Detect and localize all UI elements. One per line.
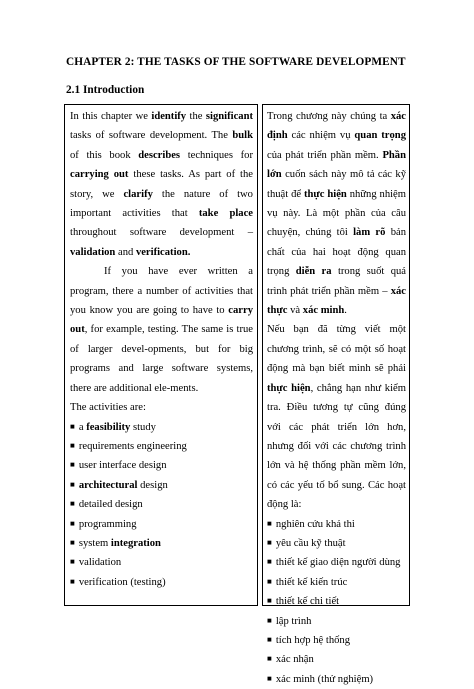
text-run: detailed design <box>78 499 143 511</box>
list-item-label: tích hợp hệ thống <box>275 634 350 646</box>
bold-term: verification. <box>135 246 191 258</box>
bold-term: diễn ra <box>295 266 332 278</box>
list-item-label <box>79 538 161 549</box>
text-run: In this chapter we <box>70 111 152 122</box>
english-column <box>64 104 258 606</box>
text-run: các nhiệm vụ <box>287 130 355 142</box>
text-run: bản chất của hai hoạt động quan trọng <box>267 227 406 278</box>
text-run: , for example, testing. The same is true of larger devel-opments, but for big programs and large software systems, there are additional ele-ments. <box>70 324 253 394</box>
bold-term: quan trọng <box>354 130 406 142</box>
list-item <box>267 553 406 572</box>
english-list-intro: The activities are: <box>70 402 146 414</box>
bold-term: take place <box>198 208 253 220</box>
text-run: a <box>78 421 87 433</box>
text-run: những nhiệm vụ này. Là một phần của câu chuyện, chúng tôi <box>267 188 406 239</box>
list-item <box>70 437 253 456</box>
text-run: and <box>115 246 136 258</box>
text-run: If you have ever written a program, there a number of activities that you know you are going to have to <box>70 266 253 317</box>
bullet-square-icon: ■ <box>267 557 272 567</box>
list-item-label <box>79 577 166 588</box>
list-item <box>267 534 406 553</box>
chapter-title: CHAPTER 2: THE TASKS OF THE SOFTWARE DEVELOPMENT <box>66 56 406 68</box>
text-run: của phát triển phần mềm. <box>267 149 383 161</box>
text-run: requirements engineering <box>78 440 187 452</box>
bold-term: thực hiện <box>303 188 347 200</box>
list-item-label: nghiên cứu khả thi <box>275 518 355 530</box>
list-item <box>70 495 253 514</box>
text-run: programming <box>78 518 137 530</box>
vietnamese-paragraph-2 <box>267 320 406 514</box>
text-run: cuốn sách này mô tả các kỹ thuật để <box>267 169 406 200</box>
text-run: , chẳng hạn như kiểm tra. Điều tương tự cũng đúng với các phát triển lớn hơn, nhưng đối với các chương trình lớn và hệ thống phần mềm lớn, có các yếu tố bổ sung. Các hoạt động là: <box>267 382 406 511</box>
bullet-square-icon: ■ <box>70 440 75 450</box>
bullet-square-icon: ■ <box>70 479 75 489</box>
text-run: techniques for <box>180 149 253 161</box>
list-item <box>267 515 406 534</box>
list-item <box>267 573 406 592</box>
text-run: system <box>78 537 111 549</box>
bold-term: architectural <box>78 479 138 491</box>
vietnamese-column <box>262 104 410 685</box>
section-title: 2.1 Introduction <box>66 84 145 96</box>
list-item-label <box>79 499 143 510</box>
bold-term: xác thực <box>267 285 406 317</box>
bold-term: identify <box>151 111 187 122</box>
bold-term: carry out <box>70 305 253 336</box>
bold-term: Phần lớn <box>267 149 406 181</box>
vietnamese-activity-list <box>267 515 406 689</box>
bold-term: xác minh <box>302 305 345 317</box>
text-run: these tasks. As part of the story, we <box>70 169 253 200</box>
list-item <box>70 418 253 437</box>
list-item-label: xác nhận <box>275 654 314 666</box>
list-item-label <box>79 519 137 530</box>
text-run: the nature of two important activities that <box>70 188 253 220</box>
list-item-label <box>79 460 167 471</box>
list-item-label: lập trình <box>275 615 312 627</box>
text-run: design <box>137 479 168 491</box>
list-item-label: xác minh (thử nghiệm) <box>275 673 374 685</box>
text-run: tasks of software development. The <box>70 130 233 142</box>
list-item-label <box>79 557 121 568</box>
list-item <box>267 650 406 669</box>
list-item-label: yêu cầu kỹ thuật <box>275 537 346 549</box>
bullet-square-icon: ■ <box>70 499 75 509</box>
list-item <box>267 592 406 611</box>
bullet-square-icon: ■ <box>70 576 75 586</box>
bold-term: xác định <box>267 111 406 142</box>
bold-term: làm rõ <box>353 227 386 239</box>
bullet-square-icon: ■ <box>70 421 75 431</box>
english-activity-list <box>70 418 253 593</box>
bullet-square-icon: ■ <box>267 615 272 625</box>
text-run: of this book <box>70 149 139 161</box>
text-run: . <box>344 305 347 317</box>
english-paragraph-1 <box>70 107 253 262</box>
text-run: trong suốt quá trình phát triển phần mềm – <box>267 266 407 297</box>
list-item <box>70 534 253 553</box>
list-item <box>70 456 253 475</box>
list-item-label <box>79 441 187 452</box>
text-run: throughout software development – <box>70 227 253 239</box>
bullet-square-icon: ■ <box>267 576 272 586</box>
list-item <box>267 612 406 631</box>
text-run: the <box>186 111 206 122</box>
bullet-square-icon: ■ <box>267 673 272 683</box>
bullet-square-icon: ■ <box>70 557 75 567</box>
list-item-label: thiết kế giao diện người dùng <box>275 557 401 569</box>
bold-term: bulk <box>232 130 253 142</box>
bullet-square-icon: ■ <box>70 518 75 528</box>
bullet-square-icon: ■ <box>70 460 75 470</box>
vietnamese-paragraph-1 <box>267 107 406 320</box>
list-item <box>267 631 406 650</box>
text-run: verification (testing) <box>78 576 166 588</box>
bullet-square-icon: ■ <box>267 654 272 664</box>
bullet-square-icon: ■ <box>267 634 272 644</box>
bullet-square-icon: ■ <box>267 518 272 528</box>
list-item <box>70 553 253 572</box>
bullet-square-icon: ■ <box>267 596 272 606</box>
bold-term: carrying out <box>70 169 129 181</box>
text-run: study <box>130 421 156 433</box>
list-item <box>267 670 406 689</box>
list-item-label <box>79 422 156 433</box>
english-paragraph-2 <box>70 262 253 398</box>
bullet-square-icon: ■ <box>267 537 272 547</box>
list-item <box>70 476 253 495</box>
bold-term: clarify <box>123 188 153 200</box>
text-run: Trong chương này chúng ta <box>267 111 391 122</box>
bold-term: validation <box>70 246 116 258</box>
list-item <box>70 573 253 592</box>
bold-term: significant <box>205 111 253 122</box>
list-item-label: thiết kế kiến trúc <box>275 576 348 588</box>
text-run: và <box>287 305 303 317</box>
list-item <box>70 515 253 534</box>
bold-term: integration <box>110 537 161 549</box>
text-run: user interface design <box>78 460 167 472</box>
bold-term: describes <box>138 149 181 161</box>
list-item-label <box>79 480 168 491</box>
bullet-square-icon: ■ <box>70 537 75 547</box>
text-run: Nếu bạn đã từng viết một chương trình, sẽ có một số hoạt động mà bạn biết mình sẽ phải <box>267 324 406 375</box>
bold-term: thực hiện <box>267 382 311 394</box>
text-run: validation <box>78 557 122 569</box>
bold-term: feasibility <box>86 421 131 433</box>
list-item-label: thiết kế chi tiết <box>275 596 340 608</box>
